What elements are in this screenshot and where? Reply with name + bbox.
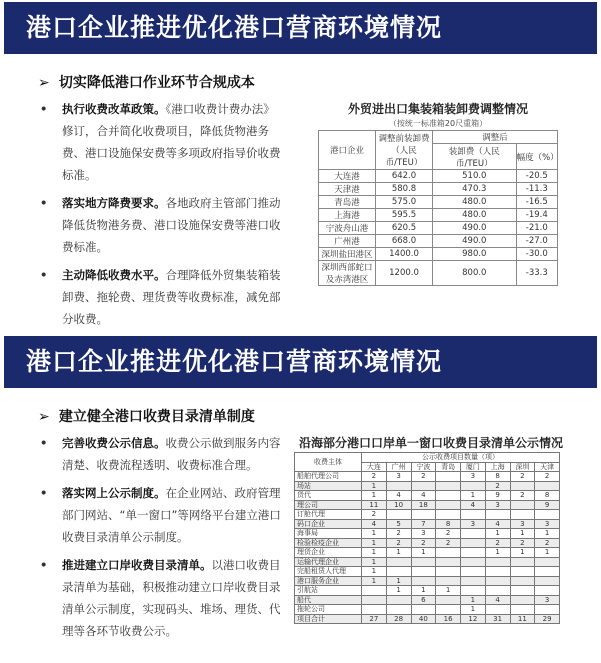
table-cell: 10 <box>386 500 411 510</box>
table-cell <box>386 605 411 615</box>
table-row-label: 拖轮公司 <box>295 605 362 615</box>
table-cell: 8 <box>436 519 461 529</box>
table1-col-after: 装卸费（人民币/TEU） <box>433 144 517 170</box>
fee-adjust-table <box>318 130 558 286</box>
table-cell <box>436 567 461 577</box>
table-cell: 3 <box>535 595 560 605</box>
bullet-bold: 执行收费改革政策。 <box>62 102 166 116</box>
table-cell: 3 <box>535 519 560 529</box>
table-cell: -11.3 <box>516 183 557 196</box>
table-cell: 3 <box>386 472 411 482</box>
section2-banner: 港口企业推进优化港口营商环境情况 <box>4 336 597 388</box>
table-cell <box>535 481 560 491</box>
table-cell: 1 <box>362 576 387 586</box>
bullet-text: 《港口收费计费办法》修订，合并简化收费项目，降低货物港务费、港口设施保安费等多项政府指导价收费标准。 <box>62 102 281 182</box>
table1-col-rate: 幅度（%） <box>516 144 557 170</box>
table-cell <box>510 500 535 510</box>
table-cell: 9 <box>535 500 560 510</box>
table2-col-port: 青岛 <box>436 462 461 472</box>
table2-col-port: 天津 <box>535 462 560 472</box>
table-row <box>295 567 560 577</box>
table-cell: 4 <box>485 595 510 605</box>
table-cell: -27.0 <box>516 235 557 248</box>
table-row <box>295 576 560 586</box>
table-cell <box>386 557 411 567</box>
table-cell <box>510 481 535 491</box>
table-cell <box>461 567 486 577</box>
table2-group-header: 公示收费项目数量（项） <box>362 453 560 463</box>
table-row-label: 项目合计 <box>295 614 362 624</box>
section2-heading <box>38 406 255 426</box>
table-cell: 4 <box>485 519 510 529</box>
table-row-label: 理货企业 <box>295 548 362 558</box>
table-cell <box>362 586 387 596</box>
table-cell: 11 <box>362 500 387 510</box>
table-cell <box>535 557 560 567</box>
bullet-item <box>36 432 281 476</box>
bullet-bold: 完善收费公示信息。 <box>62 436 166 450</box>
table-cell: 2 <box>510 491 535 501</box>
table-row <box>295 614 560 624</box>
table-cell: 2 <box>436 529 461 539</box>
table-cell: 620.5 <box>376 222 433 235</box>
table-row <box>295 557 560 567</box>
table-cell: -33.3 <box>516 261 557 286</box>
table-row-label: 码口企业 <box>295 519 362 529</box>
bullet-item <box>36 554 281 642</box>
table-cell: 2 <box>485 481 510 491</box>
table-cell: 12 <box>461 614 486 624</box>
table-cell <box>510 595 535 605</box>
bullet-dot-icon: • <box>40 102 48 116</box>
table-cell <box>535 605 560 615</box>
table-cell: -19.4 <box>516 209 557 222</box>
table-cell <box>461 557 486 567</box>
table-cell: 28 <box>386 614 411 624</box>
table-cell: 470.3 <box>433 183 517 196</box>
table-cell: 480.0 <box>433 209 517 222</box>
table-cell <box>386 481 411 491</box>
table-cell: 4 <box>411 491 436 501</box>
table-cell: 1 <box>362 567 387 577</box>
table-cell <box>485 567 510 577</box>
table-row <box>295 491 560 501</box>
table-cell: -30.0 <box>516 248 557 261</box>
arrow-icon: ➢ <box>38 75 50 91</box>
table-cell <box>436 548 461 558</box>
table-cell: 青岛港 <box>319 196 376 209</box>
table-cell: 1 <box>411 586 436 596</box>
table-cell: 2 <box>510 472 535 482</box>
bullet-dot-icon: • <box>40 268 48 282</box>
table-row-label: 订舱代理 <box>295 510 362 520</box>
table1-col-before: 调整前装卸费（人民币/TEU） <box>376 131 433 170</box>
table-row-label: 运输代理企业 <box>295 557 362 567</box>
table-cell: 3 <box>485 500 510 510</box>
table-cell: 4 <box>461 500 486 510</box>
table-cell: 1400.0 <box>376 248 433 261</box>
table-cell: -20.5 <box>516 170 557 183</box>
table-cell: 2 <box>411 472 436 482</box>
table-cell: 大连港 <box>319 170 376 183</box>
table-cell: 18 <box>411 500 436 510</box>
table-cell <box>485 605 510 615</box>
table1-subtitle: （按统一标准箱20尺重箱） <box>388 119 488 128</box>
table-cell: 上海港 <box>319 209 376 222</box>
table-row <box>295 605 560 615</box>
table-row <box>295 481 560 491</box>
table-cell <box>485 510 510 520</box>
table-cell: 580.8 <box>376 183 433 196</box>
table-cell <box>436 605 461 615</box>
table-cell: 宁波舟山港 <box>319 222 376 235</box>
table-cell: 4 <box>386 491 411 501</box>
table-cell: 1 <box>386 576 411 586</box>
table-cell <box>535 586 560 596</box>
table-cell: 1 <box>362 538 387 548</box>
table1-title: 外贸进出口集装箱装卸费调整情况 <box>347 102 528 116</box>
table-cell: 575.0 <box>376 196 433 209</box>
table-cell <box>411 567 436 577</box>
table-cell: 2 <box>535 472 560 482</box>
bullet-dot-icon: • <box>40 196 48 210</box>
table-row <box>295 548 560 558</box>
table-cell: 16 <box>436 614 461 624</box>
fee-catalog-table <box>294 452 560 624</box>
table-row-label: 船代 <box>295 595 362 605</box>
table-cell <box>436 500 461 510</box>
table-cell: 8 <box>535 491 560 501</box>
bullet-text: 合理降低外贸集装箱装卸费、拖轮费、理货费等收费标准，减免部分收费。 <box>62 268 281 326</box>
table-cell: 2 <box>411 538 436 548</box>
table-cell <box>362 595 387 605</box>
table-cell: 31 <box>485 614 510 624</box>
bullet-item <box>36 192 281 258</box>
arrow-icon: ➢ <box>38 409 50 425</box>
bullet-text: 收费公示做到服务内容清楚、收费流程透明、收费标准合理。 <box>62 436 281 472</box>
table-cell <box>461 481 486 491</box>
table-row-label: 船舶代理公司 <box>295 472 362 482</box>
table-cell: 8 <box>485 472 510 482</box>
table-cell: 3 <box>510 519 535 529</box>
table-row-label: 港口服务企业 <box>295 576 362 586</box>
table-cell <box>411 557 436 567</box>
table-cell: 9 <box>485 491 510 501</box>
table-cell: 11 <box>510 614 535 624</box>
table-row-label: 完船租赁人代理 <box>295 567 362 577</box>
bullet-text: 在企业网站、政府管理部门网站、“单一窗口”等网络平台建立港口收费目录清单公示制度。 <box>62 486 281 544</box>
table-cell <box>485 557 510 567</box>
table-cell: 2 <box>362 510 387 520</box>
table-cell: 642.0 <box>376 170 433 183</box>
table-cell: 1 <box>362 529 387 539</box>
table-cell <box>411 605 436 615</box>
table-cell <box>386 567 411 577</box>
table2-title: 沿海部分港口口岸单一窗口收费目录清单公示情况 <box>298 436 563 450</box>
table-cell: 27 <box>362 614 387 624</box>
table2-col-entity: 收费主体 <box>295 453 362 472</box>
table-cell: 1 <box>461 605 486 615</box>
table-row-label: 理公司 <box>295 500 362 510</box>
table-cell: 1 <box>461 491 486 501</box>
table-cell: 480.0 <box>433 196 517 209</box>
table-cell: 668.0 <box>376 235 433 248</box>
bullet-bold: 主动降低收费水平。 <box>62 268 166 282</box>
table-cell <box>535 576 560 586</box>
bullet-bold: 落实网上公示制度。 <box>62 486 166 500</box>
table-cell <box>411 576 436 586</box>
table-row <box>295 519 560 529</box>
section2-heading-text: 建立健全港口收费目录清单制度 <box>58 409 255 425</box>
section1-heading-text: 切实降低港口作业环节合规成本 <box>58 75 255 91</box>
table-cell: 3 <box>411 529 436 539</box>
table-cell: 1200.0 <box>376 261 433 286</box>
table-cell <box>535 510 560 520</box>
table-cell: 1 <box>386 586 411 596</box>
table-cell: 2 <box>535 538 560 548</box>
table-cell <box>485 586 510 596</box>
table-cell: -16.5 <box>516 196 557 209</box>
table-cell: 800.0 <box>433 261 517 286</box>
table-cell <box>461 529 486 539</box>
table-row-label: 场站 <box>295 481 362 491</box>
table1-col-port: 港口企业 <box>319 131 376 170</box>
bullet-dot-icon: • <box>40 486 48 500</box>
table-cell <box>411 481 436 491</box>
table2-col-port: 上海 <box>485 462 510 472</box>
bullet-bold: 推进建立口岸收费目录清单。 <box>62 558 212 572</box>
table-cell <box>510 510 535 520</box>
table-cell: 490.0 <box>433 235 517 248</box>
table-row-label: 引航站 <box>295 586 362 596</box>
table2-col-port: 广州 <box>386 462 411 472</box>
table-cell: 29 <box>535 614 560 624</box>
table-cell: 深圳盐田港区 <box>319 248 376 261</box>
bullet-bold: 落实地方降费要求。 <box>62 196 166 210</box>
table-cell: 1 <box>362 557 387 567</box>
table-cell <box>461 510 486 520</box>
table-cell <box>510 557 535 567</box>
table-cell: 2 <box>386 538 411 548</box>
table-cell: 1 <box>510 548 535 558</box>
table-cell: 1 <box>535 529 560 539</box>
table-cell <box>411 510 436 520</box>
table-cell <box>510 605 535 615</box>
table-cell <box>386 510 411 520</box>
table-cell <box>510 586 535 596</box>
table2-col-port: 大连 <box>362 462 387 472</box>
table-cell: 2 <box>362 472 387 482</box>
table-cell: 510.0 <box>433 170 517 183</box>
table-cell: 7 <box>411 519 436 529</box>
table-cell: 1 <box>362 548 387 558</box>
table-row <box>295 586 560 596</box>
table-cell: 2 <box>436 538 461 548</box>
table-cell: 1 <box>485 529 510 539</box>
bullet-text: 各地政府主管部门推动降低货物港务费、港口设施保安费等港口收费标准。 <box>62 196 281 254</box>
table-cell: 1 <box>535 548 560 558</box>
table-cell: 3 <box>461 472 486 482</box>
table-row-label: 货代 <box>295 491 362 501</box>
table-cell <box>436 481 461 491</box>
table2-col-port: 深圳 <box>510 462 535 472</box>
table-cell <box>436 472 461 482</box>
table-cell: 2 <box>386 529 411 539</box>
table-cell: 1 <box>510 529 535 539</box>
table-cell: 1 <box>485 548 510 558</box>
table-cell: 980.0 <box>433 248 517 261</box>
table1-col-after-group: 调整后 <box>433 131 558 144</box>
table-row <box>295 500 560 510</box>
table-cell <box>461 538 486 548</box>
table-cell: 1 <box>362 491 387 501</box>
table-cell: 2 <box>485 538 510 548</box>
table-cell: 1 <box>436 586 461 596</box>
table-cell: 天津港 <box>319 183 376 196</box>
section1-bullets <box>36 98 281 336</box>
table-cell: 1 <box>386 548 411 558</box>
table-cell <box>436 576 461 586</box>
table-cell: 5 <box>386 519 411 529</box>
table-cell <box>386 595 411 605</box>
bullet-item <box>36 482 281 548</box>
table-cell <box>461 586 486 596</box>
table-row <box>295 529 560 539</box>
section1-banner: 港口企业推进优化港口营商环境情况 <box>4 2 597 54</box>
table-cell: 4 <box>362 519 387 529</box>
table-cell <box>436 557 461 567</box>
table2-col-port: 宁波 <box>411 462 436 472</box>
bullet-text: 以港口收费目录清单为基础，积极推动建立口岸收费目录清单公示制度，实现码头、堆场、理货、代理等各环节收费公示。 <box>62 558 281 638</box>
table-cell: 广州港 <box>319 235 376 248</box>
bullet-item <box>36 98 281 186</box>
table2-col-port: 厦门 <box>461 462 486 472</box>
table-row <box>295 510 560 520</box>
table-cell <box>510 567 535 577</box>
table-cell: 1 <box>411 548 436 558</box>
bullet-dot-icon: • <box>40 558 48 572</box>
table-cell <box>436 510 461 520</box>
table-cell <box>535 567 560 577</box>
table-cell: 490.0 <box>433 222 517 235</box>
table-cell <box>436 595 461 605</box>
table-cell <box>436 491 461 501</box>
table-cell: 40 <box>411 614 436 624</box>
table-row-label: 检验检疫企业 <box>295 538 362 548</box>
table-cell: -21.0 <box>516 222 557 235</box>
table-cell <box>362 605 387 615</box>
table-cell: 1 <box>362 481 387 491</box>
table-cell <box>510 576 535 586</box>
table-row <box>295 472 560 482</box>
table-cell: 3 <box>461 519 486 529</box>
table-cell: 2 <box>510 538 535 548</box>
table-row-label: 海事局 <box>295 529 362 539</box>
bullet-dot-icon: • <box>40 436 48 450</box>
section1-heading <box>38 72 255 92</box>
table-cell <box>485 576 510 586</box>
section2-bullets <box>36 432 281 648</box>
table-cell: 1 <box>461 595 486 605</box>
table-cell: 深圳西部蛇口及赤湾港区 <box>319 261 376 286</box>
table-cell <box>461 576 486 586</box>
table-cell: 595.5 <box>376 209 433 222</box>
bullet-item <box>36 264 281 330</box>
table-row <box>295 538 560 548</box>
table-cell <box>461 548 486 558</box>
table-row <box>295 595 560 605</box>
table-cell: 6 <box>411 595 436 605</box>
